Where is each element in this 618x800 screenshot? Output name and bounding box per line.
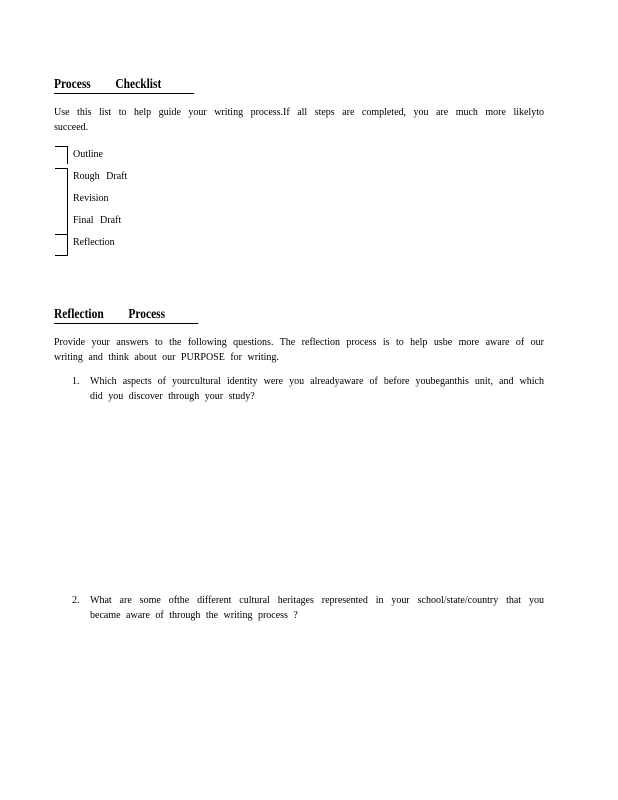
- question-1-text: Which aspects of yourcultural identity were you alreadyaware of before youbeganthis unit, and which did you discover through your study?: [90, 376, 544, 402]
- checklist-bracket-top: [67, 146, 68, 164]
- reflection-process-title-word2: Process: [128, 307, 166, 322]
- checklist-tick-bottom: [55, 234, 68, 235]
- checklist-item-revision: Revision: [73, 193, 109, 204]
- question-2-text: What are some ofthe different cultural heritages represented in your school/state/country that you became aware of through the writing process ?: [90, 595, 544, 621]
- reflection-process-title-word1: Reflection: [54, 307, 104, 322]
- question-2: [72, 593, 544, 623]
- question-2-number: 2.: [72, 595, 80, 606]
- process-checklist-intro: Use this list to help guide your writing process.If all steps are completed, you are much more likelyto succeed.: [54, 107, 544, 133]
- process-checklist: [54, 146, 254, 258]
- checklist-tick-middle: [55, 168, 68, 169]
- question-1-number: 1.: [72, 376, 80, 387]
- reflection-process-intro: Provide your answers to the following questions. The reflection process is to help usbe more aware of our writing and think about our PURPOSE for writing.: [54, 337, 544, 363]
- process-checklist-title-word2: Checklist: [115, 77, 162, 92]
- process-checklist-title: [54, 76, 194, 94]
- process-checklist-title-word1: Process: [54, 77, 91, 92]
- checklist-bracket-middle: [67, 168, 68, 234]
- checklist-item-final-draft: Final Draft: [73, 215, 122, 226]
- question-1: [72, 374, 544, 404]
- checklist-bracket-bottom: [67, 234, 68, 256]
- checklist-tick-end: [55, 255, 68, 256]
- checklist-tick-top: [55, 146, 68, 147]
- checklist-item-outline: Outline: [73, 149, 103, 160]
- reflection-process-title: [54, 306, 198, 324]
- checklist-item-reflection: Reflection: [73, 237, 115, 248]
- checklist-item-rough-draft: Rough Draft: [73, 171, 128, 182]
